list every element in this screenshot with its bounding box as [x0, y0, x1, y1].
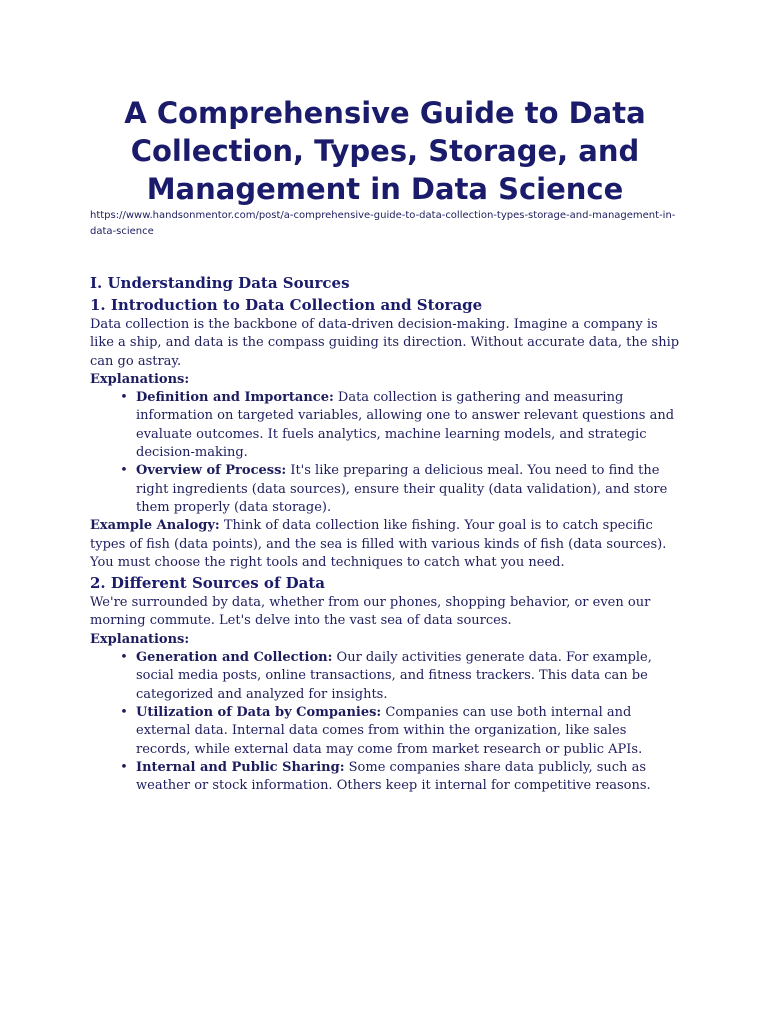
example-analogy-text: Think of data collection like fishing. Your goal is to catch specific types of fish (data points), and the sea is filled with various kinds of fish (data sources). You must choose the right tools and techniques to catch what you need.	[90, 518, 667, 570]
explanations-label: Explanations:	[90, 631, 190, 647]
document-title: A Comprehensive Guide to Data Collection, Types, Storage, and Management in Data Science	[124, 96, 646, 206]
list-item	[136, 649, 682, 704]
list-item	[136, 389, 682, 462]
intro-paragraph-sources-of-data: We're surrounded by data, whether from our phones, shopping behavior, or even our morning commute. Let's delve into the vast sea of data sources.	[90, 595, 651, 629]
list-item	[136, 462, 682, 517]
explanations-label: Explanations:	[90, 371, 190, 387]
list-item-term: Internal and Public Sharing:	[136, 759, 345, 775]
list-item-text: Some companies share data publicly, such as weather or stock information. Others keep it internal for competitive reasons.	[136, 759, 651, 794]
list-item-text: Companies can use both internal and external data. Internal data comes from within the organization, like sales records, while external data may come from market research or public APIs.	[136, 704, 643, 757]
example-analogy-paragraph	[90, 517, 682, 572]
list-item-term: Generation and Collection:	[136, 650, 333, 666]
explanations-list-sources-of-data	[90, 649, 682, 795]
example-analogy-label: Example Analogy:	[90, 518, 220, 534]
list-item	[136, 759, 682, 796]
document-body	[90, 272, 682, 795]
list-item-term: Utilization of Data by Companies:	[136, 704, 382, 720]
list-item	[136, 704, 682, 759]
intro-paragraph-data-collection: Data collection is the backbone of data-driven decision-making. Imagine a company is like a ship, and data is the compass guiding its direction. Without accurate data, the ship can go astray.	[90, 317, 680, 369]
section-heading-understanding-data-sources: I. Understanding Data Sources	[90, 274, 350, 292]
list-item-term: Overview of Process:	[136, 463, 287, 479]
source-url: https://www.handsonmentor.com/post/a-comprehensive-guide-to-data-collection-types-storage-and-management-in-data-science	[90, 210, 676, 237]
list-item-term: Definition and Importance:	[136, 390, 334, 406]
subsection-heading-intro-data-collection: 1. Introduction to Data Collection and Storage	[90, 296, 483, 314]
subsection-heading-sources-of-data: 2. Different Sources of Data	[90, 574, 325, 593]
list-item-text: Data collection is gathering and measuring information on targeted variables, allowing one to answer relevant questions and evaluate outcomes. It fuels analytics, machine learning models, and strategic decision-making.	[136, 390, 675, 461]
list-item-text: Our daily activities generate data. For example, social media posts, online transactions, and fitness trackers. This data can be categorized and analyzed for insights.	[136, 650, 652, 702]
explanations-list-data-collection	[90, 389, 682, 517]
list-item-text: It's like preparing a delicious meal. You need to find the right ingredients (data sources), ensure their quality (data validation), and store them properly (data storage).	[136, 463, 668, 515]
